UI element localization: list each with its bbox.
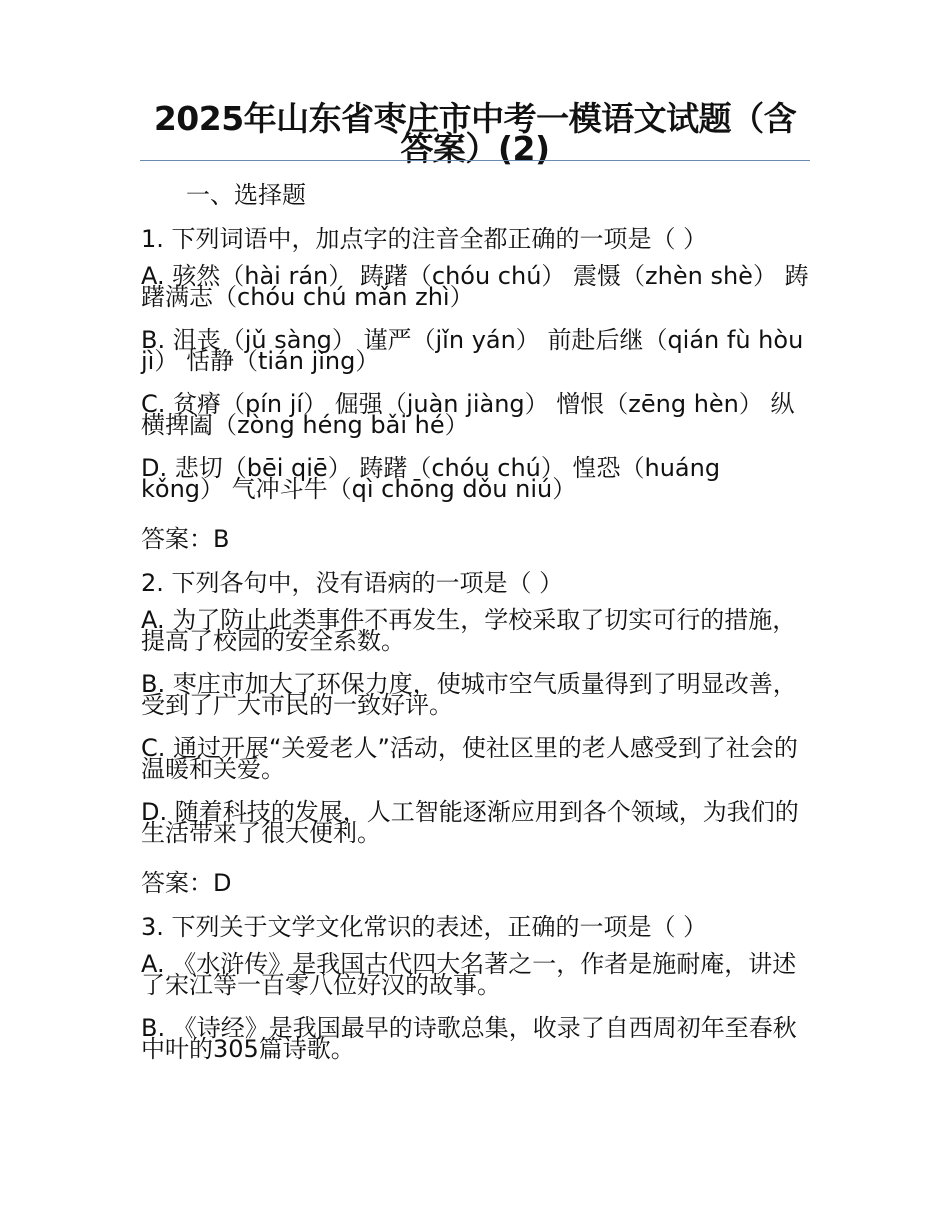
question-1-option-b: B. 沮丧（jǔ sàng） 谨严（jǐn yán） 前赴后继（qián fù hòu jì） 恬静（tián jìng） <box>141 326 804 375</box>
question-1-answer: 答案：B <box>141 525 230 553</box>
question-2-option-b: B. 枣庄市加大了环保力度，使城市空气质量得到了明显改善，受到了广大市民的一致好评。 <box>141 670 797 719</box>
question-3-stem: 3. 下列关于文学文化常识的表述，正确的一项是（ ） <box>141 913 708 941</box>
question-2-option-c: C. 通过开展“关爱老人”活动，使社区里的老人感受到了社会的温暖和关爱。 <box>141 734 798 783</box>
question-2-option-d: D. 随着科技的发展，人工智能逐渐应用到各个领域，为我们的生活带来了很大便利。 <box>141 798 799 847</box>
question-2-answer: 答案：D <box>141 869 232 897</box>
question-3-option-b: B. 《诗经》是我国最早的诗歌总集，收录了自西周初年至春秋中叶的305篇诗歌。 <box>141 1014 797 1063</box>
document-title: 2025年山东省枣庄市中考一模语文试题（含答案）(2) <box>153 99 797 168</box>
question-3-option-a: A. 《水浒传》是我国古代四大名著之一，作者是施耐庵，讲述了宋江等一百零八位好汉的故事。 <box>141 950 797 999</box>
question-2-stem: 2. 下列各句中，没有语病的一项是（ ） <box>141 569 564 597</box>
title-underline <box>140 160 810 161</box>
question-1-option-a: A. 骇然（hài rán） 踌躇（chóu chú） 震慑（zhèn shè） 踌躇满志（chóu chú mǎn zhì） <box>141 262 809 311</box>
question-1-stem: 1. 下列词语中，加点字的注音全都正确的一项是（ ） <box>141 225 708 253</box>
question-1-option-d: D. 悲切（bēi qiē） 踌躇（chóu chú） 惶恐（huáng kǒng） 气冲斗牛（qì chōng dǒu niú） <box>141 454 721 503</box>
document-body <box>141 178 809 1082</box>
question-1-option-c: C. 贫瘠（pín jí） 倔强（juàn jiàng） 憎恨（zēng hèn） 纵横捭阖（zòng héng bǎi hé） <box>141 390 795 439</box>
question-2-option-a: A. 为了防止此类事件不再发生，学校采取了切实可行的措施，提高了校园的安全系数。 <box>141 606 797 655</box>
section-heading: 一、选择题 <box>186 181 306 209</box>
